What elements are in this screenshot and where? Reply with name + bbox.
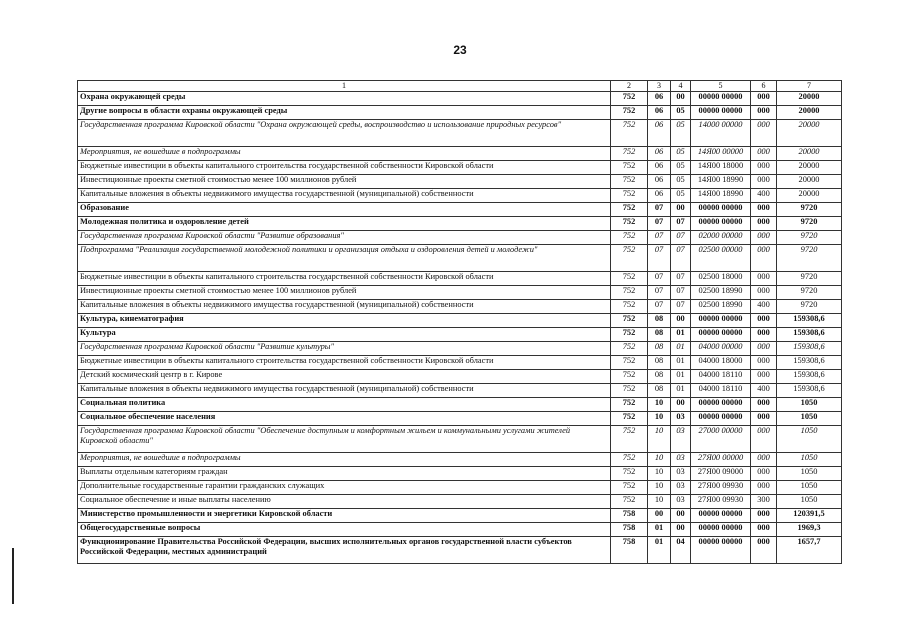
row-sum-cell: 20000	[777, 147, 842, 161]
row-sum-cell: 9720	[777, 300, 842, 314]
row-name-cell: Капитальные вложения в объекты недвижимого имущества государственной (муниципальной) собственности	[78, 384, 611, 398]
row-subsection-cell: 00	[671, 92, 691, 106]
row-expense-type-cell: 000	[751, 370, 777, 384]
row-section-cell: 06	[648, 161, 671, 175]
row-section-cell: 08	[648, 356, 671, 370]
table-row	[78, 245, 842, 272]
row-sum-cell: 9720	[777, 286, 842, 300]
row-name-cell: Капитальные вложения в объекты недвижимого имущества государственной (муниципальной) собственности	[78, 300, 611, 314]
row-expense-type-cell: 000	[751, 203, 777, 217]
table-row	[78, 537, 842, 564]
row-target-cell: 00000 00000	[691, 398, 751, 412]
scan-margin-line	[12, 548, 14, 604]
table-row	[78, 92, 842, 106]
row-section-cell: 10	[648, 398, 671, 412]
row-code-cell: 752	[611, 300, 648, 314]
header-cell: 6	[751, 81, 777, 92]
row-subsection-cell: 05	[671, 106, 691, 120]
row-name-cell: Дополнительные государственные гарантии гражданских служащих	[78, 481, 611, 495]
row-expense-type-cell: 000	[751, 537, 777, 564]
row-target-cell: 04000 18110	[691, 370, 751, 384]
row-target-cell: 02500 18000	[691, 272, 751, 286]
row-code-cell: 752	[611, 384, 648, 398]
row-subsection-cell: 03	[671, 495, 691, 509]
row-name-cell: Капитальные вложения в объекты недвижимого имущества государственной (муниципальной) собственности	[78, 189, 611, 203]
table-row	[78, 398, 842, 412]
row-target-cell: 27Я00 09930	[691, 495, 751, 509]
row-code-cell: 752	[611, 147, 648, 161]
row-target-cell: 27Я00 09930	[691, 481, 751, 495]
row-subsection-cell: 00	[671, 398, 691, 412]
row-subsection-cell: 05	[671, 120, 691, 147]
table-row	[78, 467, 842, 481]
row-expense-type-cell: 000	[751, 467, 777, 481]
row-code-cell: 752	[611, 161, 648, 175]
row-subsection-cell: 00	[671, 509, 691, 523]
row-target-cell: 14Я00 18990	[691, 175, 751, 189]
row-sum-cell: 1050	[777, 481, 842, 495]
row-sum-cell: 20000	[777, 120, 842, 147]
row-section-cell: 07	[648, 272, 671, 286]
row-expense-type-cell: 000	[751, 412, 777, 426]
row-section-cell: 08	[648, 342, 671, 356]
row-section-cell: 07	[648, 231, 671, 245]
row-target-cell: 00000 00000	[691, 509, 751, 523]
row-section-cell: 10	[648, 412, 671, 426]
row-sum-cell: 1969,3	[777, 523, 842, 537]
row-subsection-cell: 07	[671, 272, 691, 286]
row-code-cell: 752	[611, 426, 648, 453]
table-row	[78, 412, 842, 426]
row-expense-type-cell: 000	[751, 453, 777, 467]
row-section-cell: 06	[648, 92, 671, 106]
row-code-cell: 752	[611, 217, 648, 231]
row-subsection-cell: 07	[671, 231, 691, 245]
table-row	[78, 175, 842, 189]
row-target-cell: 02500 18990	[691, 300, 751, 314]
row-section-cell: 06	[648, 175, 671, 189]
row-subsection-cell: 05	[671, 175, 691, 189]
row-expense-type-cell: 000	[751, 175, 777, 189]
row-section-cell: 10	[648, 453, 671, 467]
row-code-cell: 758	[611, 523, 648, 537]
row-name-cell: Министерство промышленности и энергетики Кировской области	[78, 509, 611, 523]
row-section-cell: 10	[648, 467, 671, 481]
table-row	[78, 495, 842, 509]
row-section-cell: 07	[648, 203, 671, 217]
header-row	[78, 81, 842, 92]
row-code-cell: 752	[611, 231, 648, 245]
row-expense-type-cell: 400	[751, 300, 777, 314]
row-expense-type-cell: 000	[751, 314, 777, 328]
row-target-cell: 00000 00000	[691, 217, 751, 231]
table-row	[78, 384, 842, 398]
row-code-cell: 758	[611, 509, 648, 523]
table-body	[78, 81, 842, 564]
row-expense-type-cell: 000	[751, 328, 777, 342]
table-row	[78, 523, 842, 537]
row-sum-cell: 159308,6	[777, 370, 842, 384]
row-sum-cell: 9720	[777, 245, 842, 272]
row-section-cell: 07	[648, 286, 671, 300]
row-subsection-cell: 07	[671, 245, 691, 272]
table-row	[78, 370, 842, 384]
row-section-cell: 06	[648, 120, 671, 147]
row-code-cell: 752	[611, 453, 648, 467]
row-target-cell: 27000 00000	[691, 426, 751, 453]
row-name-cell: Подпрограмма "Реализация государственной молодежной политики и организация отдыха и оздоровления детей и молодежи"	[78, 245, 611, 272]
row-sum-cell: 9720	[777, 203, 842, 217]
table-row	[78, 509, 842, 523]
row-expense-type-cell: 000	[751, 92, 777, 106]
row-expense-type-cell: 000	[751, 120, 777, 147]
row-section-cell: 07	[648, 217, 671, 231]
row-target-cell: 02000 00000	[691, 231, 751, 245]
row-subsection-cell: 07	[671, 286, 691, 300]
row-code-cell: 752	[611, 92, 648, 106]
row-sum-cell: 9720	[777, 217, 842, 231]
row-code-cell: 752	[611, 398, 648, 412]
table-row	[78, 120, 842, 147]
row-code-cell: 752	[611, 203, 648, 217]
row-section-cell: 10	[648, 495, 671, 509]
row-expense-type-cell: 300	[751, 495, 777, 509]
row-sum-cell: 1657,7	[777, 537, 842, 564]
row-code-cell: 752	[611, 412, 648, 426]
row-section-cell: 06	[648, 147, 671, 161]
row-name-cell: Бюджетные инвестиции в объекты капитального строительства государственной собственности Кировской области	[78, 272, 611, 286]
row-target-cell: 14Я00 18990	[691, 189, 751, 203]
row-sum-cell: 20000	[777, 106, 842, 120]
table-row	[78, 481, 842, 495]
row-sum-cell: 1050	[777, 398, 842, 412]
row-sum-cell: 1050	[777, 426, 842, 453]
row-expense-type-cell: 400	[751, 384, 777, 398]
row-subsection-cell: 03	[671, 467, 691, 481]
row-expense-type-cell: 000	[751, 147, 777, 161]
row-expense-type-cell: 400	[751, 189, 777, 203]
row-sum-cell: 20000	[777, 189, 842, 203]
row-sum-cell: 159308,6	[777, 356, 842, 370]
row-target-cell: 02500 00000	[691, 245, 751, 272]
row-name-cell: Мероприятия, не вошедшие в подпрограммы	[78, 453, 611, 467]
row-code-cell: 752	[611, 370, 648, 384]
row-target-cell: 00000 00000	[691, 92, 751, 106]
row-target-cell: 27Я00 09000	[691, 467, 751, 481]
header-cell: 7	[777, 81, 842, 92]
row-expense-type-cell: 000	[751, 245, 777, 272]
row-code-cell: 752	[611, 120, 648, 147]
row-subsection-cell: 03	[671, 412, 691, 426]
row-subsection-cell: 05	[671, 147, 691, 161]
row-section-cell: 10	[648, 481, 671, 495]
row-target-cell: 14000 00000	[691, 120, 751, 147]
row-code-cell: 752	[611, 245, 648, 272]
row-subsection-cell: 04	[671, 537, 691, 564]
budget-table	[77, 80, 842, 564]
row-subsection-cell: 03	[671, 481, 691, 495]
row-target-cell: 27Я00 00000	[691, 453, 751, 467]
row-expense-type-cell: 000	[751, 398, 777, 412]
row-subsection-cell: 01	[671, 384, 691, 398]
row-name-cell: Бюджетные инвестиции в объекты капитального строительства государственной собственности Кировской области	[78, 161, 611, 175]
row-expense-type-cell: 000	[751, 217, 777, 231]
row-sum-cell: 20000	[777, 161, 842, 175]
row-section-cell: 08	[648, 370, 671, 384]
row-code-cell: 752	[611, 342, 648, 356]
row-section-cell: 06	[648, 106, 671, 120]
row-target-cell: 04000 00000	[691, 342, 751, 356]
row-sum-cell: 20000	[777, 175, 842, 189]
row-name-cell: Функционирование Правительства Российской Федерации, высших исполнительных органов государственной власти субъектов Российской Федерации, местных администраций	[78, 537, 611, 564]
page-number: 23	[453, 43, 467, 57]
row-expense-type-cell: 000	[751, 481, 777, 495]
row-name-cell: Другие вопросы в области охраны окружающей среды	[78, 106, 611, 120]
header-cell: 4	[671, 81, 691, 92]
row-expense-type-cell: 000	[751, 509, 777, 523]
row-target-cell: 00000 00000	[691, 328, 751, 342]
row-subsection-cell: 01	[671, 342, 691, 356]
row-name-cell: Государственная программа Кировской области "Обеспечение доступным и комфортным жильем и коммунальными услугами жителей Кировской области"	[78, 426, 611, 453]
row-section-cell: 07	[648, 300, 671, 314]
row-name-cell: Мероприятия, не вошедшие в подпрограммы	[78, 147, 611, 161]
row-target-cell: 00000 00000	[691, 106, 751, 120]
row-name-cell: Социальное обеспечение населения	[78, 412, 611, 426]
row-name-cell: Инвестиционные проекты сметной стоимостью менее 100 миллионов рублей	[78, 175, 611, 189]
row-name-cell: Государственная программа Кировской области "Развитие культуры"	[78, 342, 611, 356]
row-subsection-cell: 05	[671, 161, 691, 175]
row-subsection-cell: 00	[671, 314, 691, 328]
row-name-cell: Охрана окружающей среды	[78, 92, 611, 106]
row-target-cell: 14Я00 18000	[691, 161, 751, 175]
row-subsection-cell: 03	[671, 426, 691, 453]
row-section-cell: 08	[648, 314, 671, 328]
row-target-cell: 00000 00000	[691, 537, 751, 564]
row-sum-cell: 1050	[777, 495, 842, 509]
table-row	[78, 342, 842, 356]
row-expense-type-cell: 000	[751, 342, 777, 356]
row-name-cell: Инвестиционные проекты сметной стоимостью менее 100 миллионов рублей	[78, 286, 611, 300]
row-code-cell: 752	[611, 495, 648, 509]
row-section-cell: 07	[648, 245, 671, 272]
row-expense-type-cell: 000	[751, 106, 777, 120]
row-code-cell: 752	[611, 175, 648, 189]
row-sum-cell: 1050	[777, 467, 842, 481]
row-name-cell: Государственная программа Кировской области "Охрана окружающей среды, воспроизводство и использование природных ресурсов"	[78, 120, 611, 147]
row-section-cell: 08	[648, 384, 671, 398]
row-expense-type-cell: 000	[751, 286, 777, 300]
row-target-cell: 00000 00000	[691, 314, 751, 328]
table-row	[78, 328, 842, 342]
table-row	[78, 217, 842, 231]
row-subsection-cell: 07	[671, 217, 691, 231]
row-section-cell: 06	[648, 189, 671, 203]
table-row	[78, 272, 842, 286]
row-sum-cell: 159308,6	[777, 384, 842, 398]
row-name-cell: Социальная политика	[78, 398, 611, 412]
row-name-cell: Молодежная политика и оздоровление детей	[78, 217, 611, 231]
row-subsection-cell: 01	[671, 328, 691, 342]
row-section-cell: 10	[648, 426, 671, 453]
table-row	[78, 300, 842, 314]
table-row	[78, 189, 842, 203]
row-target-cell: 04000 18110	[691, 384, 751, 398]
row-code-cell: 752	[611, 356, 648, 370]
row-section-cell: 01	[648, 523, 671, 537]
row-name-cell: Социальное обеспечение и иные выплаты населению	[78, 495, 611, 509]
row-name-cell: Образование	[78, 203, 611, 217]
row-target-cell: 00000 00000	[691, 412, 751, 426]
table-row	[78, 147, 842, 161]
row-sum-cell: 1050	[777, 453, 842, 467]
row-name-cell: Государственная программа Кировской области "Развитие образования"	[78, 231, 611, 245]
row-sum-cell: 159308,6	[777, 342, 842, 356]
row-subsection-cell: 05	[671, 189, 691, 203]
table-row	[78, 426, 842, 453]
row-expense-type-cell: 000	[751, 161, 777, 175]
row-name-cell: Детский космический центр в г. Кирове	[78, 370, 611, 384]
row-sum-cell: 1050	[777, 412, 842, 426]
table-row	[78, 203, 842, 217]
table-row	[78, 453, 842, 467]
row-code-cell: 752	[611, 106, 648, 120]
row-code-cell: 752	[611, 481, 648, 495]
row-expense-type-cell: 000	[751, 231, 777, 245]
row-code-cell: 752	[611, 467, 648, 481]
row-name-cell: Культура, кинематография	[78, 314, 611, 328]
row-section-cell: 00	[648, 509, 671, 523]
row-sum-cell: 20000	[777, 92, 842, 106]
row-name-cell: Культура	[78, 328, 611, 342]
table-row	[78, 231, 842, 245]
row-sum-cell: 159308,6	[777, 328, 842, 342]
header-cell: 1	[78, 81, 611, 92]
row-code-cell: 752	[611, 286, 648, 300]
table-row	[78, 314, 842, 328]
table-row	[78, 106, 842, 120]
header-cell: 5	[691, 81, 751, 92]
row-section-cell: 08	[648, 328, 671, 342]
row-expense-type-cell: 000	[751, 523, 777, 537]
header-cell: 3	[648, 81, 671, 92]
table-row	[78, 356, 842, 370]
row-target-cell: 04000 18000	[691, 356, 751, 370]
row-expense-type-cell: 000	[751, 272, 777, 286]
row-code-cell: 752	[611, 328, 648, 342]
row-name-cell: Общегосударственные вопросы	[78, 523, 611, 537]
row-target-cell: 14Я00 00000	[691, 147, 751, 161]
row-sum-cell: 9720	[777, 231, 842, 245]
row-target-cell: 02500 18990	[691, 286, 751, 300]
header-cell: 2	[611, 81, 648, 92]
row-subsection-cell: 00	[671, 203, 691, 217]
row-sum-cell: 159308,6	[777, 314, 842, 328]
row-code-cell: 758	[611, 537, 648, 564]
row-name-cell: Бюджетные инвестиции в объекты капитального строительства государственной собственности Кировской области	[78, 356, 611, 370]
row-subsection-cell: 01	[671, 370, 691, 384]
row-code-cell: 752	[611, 189, 648, 203]
row-target-cell: 00000 00000	[691, 203, 751, 217]
table-row	[78, 286, 842, 300]
row-sum-cell: 120391,5	[777, 509, 842, 523]
row-name-cell: Выплаты отдельным категориям граждан	[78, 467, 611, 481]
row-subsection-cell: 00	[671, 523, 691, 537]
row-target-cell: 00000 00000	[691, 523, 751, 537]
row-code-cell: 752	[611, 272, 648, 286]
table-row	[78, 161, 842, 175]
row-subsection-cell: 07	[671, 300, 691, 314]
row-expense-type-cell: 000	[751, 426, 777, 453]
row-code-cell: 752	[611, 314, 648, 328]
row-subsection-cell: 03	[671, 453, 691, 467]
row-section-cell: 01	[648, 537, 671, 564]
row-subsection-cell: 01	[671, 356, 691, 370]
row-expense-type-cell: 000	[751, 356, 777, 370]
row-sum-cell: 9720	[777, 272, 842, 286]
